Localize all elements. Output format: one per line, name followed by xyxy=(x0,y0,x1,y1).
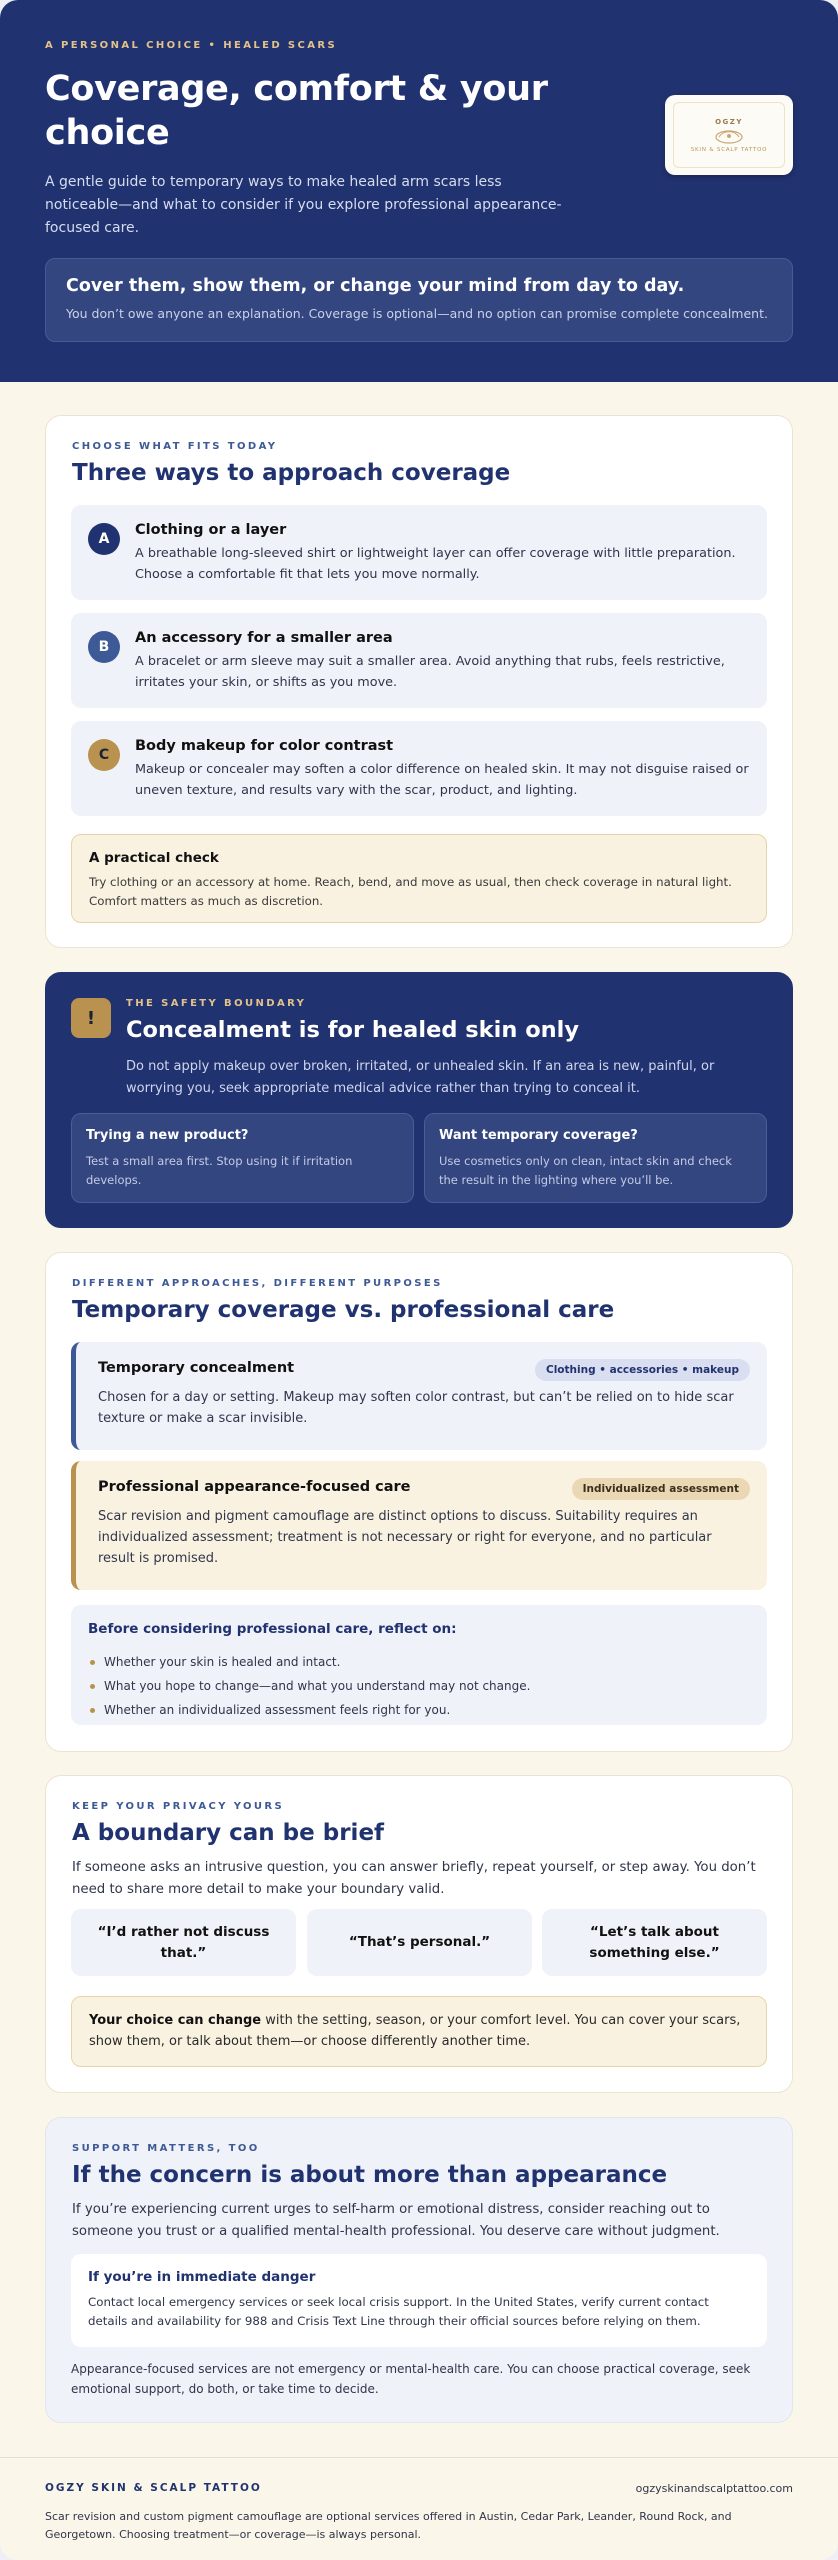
support-title: If the concern is about more than appearance xyxy=(72,2162,668,2188)
page-title: Coverage, comfort & your choice xyxy=(45,69,548,153)
logo-brand: OGZY xyxy=(715,117,743,126)
hero-lead: A gentle guide to temporary ways to make healed arm scars less noticeable—and what to consider if you explore professional appearance-focused care. xyxy=(45,174,562,236)
quote-card: “That’s personal.” xyxy=(307,1909,532,1976)
support-desc: If you’re experiencing current urges to self-harm or emotional distress, consider reaching out to someone you trust or a qualified mental-health professional. You deserve care without judgment. xyxy=(72,2202,720,2239)
option-title: Clothing or a layer xyxy=(135,522,287,538)
logo-sub: SKIN & SCALP TATTOO xyxy=(690,146,768,153)
hero-banner-sub: You don’t owe anyone an explanation. Coverage is optional—and no option can promise complete concealment. xyxy=(66,306,768,321)
option-desc: A breathable long-sleeved shirt or lightweight layer can offer coverage with little preparation. Choose a comfortable fit that lets you move normally. xyxy=(135,546,736,582)
compare-eyebrow: DIFFERENT APPROACHES, DIFFERENT PURPOSES xyxy=(72,1278,443,1289)
hero xyxy=(0,0,838,382)
approach-desc: Scar revision and pigment camouflage are distinct options to discuss. Suitability requires an individualized assessment; treatment is not necessary or right for everyone, and no particular result is promised. xyxy=(98,1509,712,1566)
safety-desc: Do not apply makeup over broken, irritated, or unhealed skin. If an area is new, painful, or worrying you, seek appropriate medical advice rather than trying to conceal it. xyxy=(126,1059,715,1096)
approach-desc: Chosen for a day or setting. Makeup may soften color contrast, but can’t be relied on to hide scar texture or make a scar invisible. xyxy=(98,1390,734,1426)
temporary-concealment xyxy=(71,1342,767,1450)
option-clothing xyxy=(71,505,767,600)
safety-card-temporary xyxy=(424,1113,767,1203)
ways-title: Three ways to approach coverage xyxy=(72,460,511,486)
footer xyxy=(0,2457,838,2560)
list-item: Whether your skin is healed and intact. xyxy=(88,1650,750,1674)
hero-eyebrow: A PERSONAL CHOICE • HEALED SCARS xyxy=(45,40,338,51)
compare-section xyxy=(45,1252,793,1752)
warning-icon: ! xyxy=(71,998,111,1038)
reflect-title: Before considering professional care, reflect on: xyxy=(88,1621,457,1637)
tip-title: A practical check xyxy=(89,850,219,866)
approach-pill: Individualized assessment xyxy=(572,1478,750,1500)
compare-title: Temporary coverage vs. professional care xyxy=(72,1297,615,1323)
option-accessory xyxy=(71,613,767,708)
safety-card-title: Trying a new product? xyxy=(86,1128,249,1143)
ways-section xyxy=(45,415,793,948)
ways-eyebrow: CHOOSE WHAT FITS TODAY xyxy=(72,441,278,452)
quote-card: “Let’s talk about something else.” xyxy=(542,1909,767,1976)
safety-eyebrow: THE SAFETY BOUNDARY xyxy=(126,998,307,1009)
option-desc: A bracelet or arm sleeve may suit a smaller area. Avoid anything that rubs, feels restrictive, irritates your skin, or shifts as you move. xyxy=(135,654,725,690)
quote-card: “I’d rather not discuss that.” xyxy=(71,1909,296,1976)
immediate-danger-box xyxy=(71,2254,767,2347)
choice-note xyxy=(71,1996,767,2067)
hero-banner-title: Cover them, show them, or change your mind from day to day. xyxy=(66,276,685,296)
option-title: Body makeup for color contrast xyxy=(135,738,394,754)
footer-brand: OGZY SKIN & SCALP TATTOO xyxy=(45,2482,262,2494)
option-badge-a: A xyxy=(88,523,120,555)
support-eyebrow: SUPPORT MATTERS, TOO xyxy=(72,2143,260,2154)
footer-site-link[interactable]: ogzyskinandscalptattoo.com xyxy=(635,2482,793,2495)
support-section xyxy=(45,2117,793,2423)
hero-banner xyxy=(45,258,793,342)
support-footnote: Appearance-focused services are not emergency or mental-health care. You can choose practical coverage, seek emotional support, do both, or take time to decide. xyxy=(71,2362,751,2396)
option-badge-b: B xyxy=(88,631,120,663)
approach-pill: Clothing • accessories • makeup xyxy=(535,1359,750,1381)
safety-section xyxy=(45,972,793,1228)
brand-logo xyxy=(665,95,793,175)
approach-title: Professional appearance-focused care xyxy=(98,1479,411,1495)
approach-title: Temporary concealment xyxy=(98,1360,295,1376)
reflect-box xyxy=(71,1605,767,1725)
danger-title: If you’re in immediate danger xyxy=(88,2269,316,2285)
choice-bold: Your choice can change xyxy=(89,2013,262,2028)
reflect-list xyxy=(88,1650,750,1722)
option-desc: Makeup or concealer may soften a color difference on healed skin. It may not disguise raised or uneven texture, and results vary with the scar, product, and lighting. xyxy=(135,762,749,798)
boundary-desc: If someone asks an intrusive question, you can answer briefly, repeat yourself, or step away. You don’t need to share more detail to make your boundary valid. xyxy=(72,1860,756,1897)
footer-note: Scar revision and custom pigment camouflage are optional services offered in Austin, Cedar Park, Leander, Round Rock, and Georgetown. Choosing treatment—or coverage—is always personal. xyxy=(45,2510,732,2541)
professional-care xyxy=(71,1461,767,1590)
safety-title: Concealment is for healed skin only xyxy=(126,1017,580,1043)
practical-check xyxy=(71,834,767,923)
option-makeup xyxy=(71,721,767,816)
safety-card-title: Want temporary coverage? xyxy=(439,1128,638,1143)
logo-mark-icon xyxy=(709,126,749,146)
safety-card-new-product xyxy=(71,1113,414,1203)
boundary-title: A boundary can be brief xyxy=(72,1820,385,1846)
list-item: What you hope to change—and what you understand may not change. xyxy=(88,1674,750,1698)
tip-desc: Try clothing or an accessory at home. Reach, bend, and move as usual, then check coverage in natural light. Comfort matters as much as discretion. xyxy=(89,875,732,908)
option-title: An accessory for a smaller area xyxy=(135,630,393,646)
option-badge-c: C xyxy=(88,739,120,771)
boundary-eyebrow: KEEP YOUR PRIVACY YOURS xyxy=(72,1801,285,1812)
safety-card-desc: Use cosmetics only on clean, intact skin and check the result in the lighting where you’ll be. xyxy=(439,1154,732,1187)
safety-card-desc: Test a small area first. Stop using it if irritation develops. xyxy=(86,1154,353,1187)
list-item: Whether an individualized assessment feels right for you. xyxy=(88,1698,750,1722)
danger-desc: Contact local emergency services or seek local crisis support. In the United States, verify current contact details and availability for 988 and Crisis Text Line through their official sources before relying on them. xyxy=(88,2295,709,2328)
choice-rest: with the setting, season, or your comfort level. You can cover your scars, show them, or talk about them—or choose differently another time. xyxy=(89,2013,741,2049)
boundary-section xyxy=(45,1775,793,2093)
